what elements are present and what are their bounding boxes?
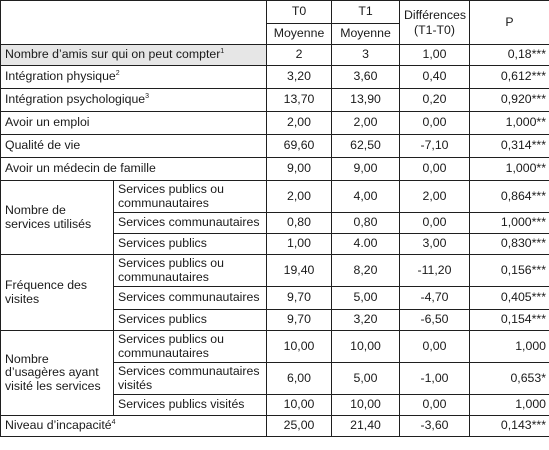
cell-t1: 4,00 — [332, 181, 400, 213]
cell-t0: 9,00 — [267, 158, 332, 181]
header-p: P — [470, 1, 549, 45]
cell-t0: 2,00 — [267, 181, 332, 213]
cell-p: 0,314*** — [470, 135, 549, 158]
cell-p: 0,143*** — [470, 416, 549, 437]
cell-p: 0,653* — [470, 363, 549, 395]
cell-diff: 0,20 — [400, 89, 470, 112]
header-differences: Différences (T1-T0) — [400, 1, 470, 45]
table-row — [1, 416, 549, 437]
cell-t0: 13,70 — [267, 89, 332, 112]
cell-t0: 9,70 — [267, 287, 332, 310]
sub-label: Services publics ou communautaires — [114, 255, 267, 287]
sub-label: Services communautaires — [114, 287, 267, 310]
cell-diff: 0,00 — [400, 331, 470, 363]
cell-p: 0,920*** — [470, 89, 549, 112]
cell-p: 1,000** — [470, 158, 549, 181]
table-row — [1, 158, 549, 181]
cell-diff: -1,00 — [400, 363, 470, 395]
cell-t0: 25,00 — [267, 416, 332, 437]
cell-t0: 9,70 — [267, 310, 332, 331]
cell-t0: 3,20 — [267, 66, 332, 89]
cell-diff: -4,70 — [400, 287, 470, 310]
cell-t1: 10,00 — [332, 331, 400, 363]
cell-p: 0,156*** — [470, 255, 549, 287]
sub-label: Services communautaires — [114, 213, 267, 234]
cell-diff: 3,00 — [400, 234, 470, 255]
cell-diff: 0,00 — [400, 213, 470, 234]
group-label-frequence-visites: Fréquence des visites — [1, 255, 114, 331]
cell-diff: -7,10 — [400, 135, 470, 158]
cell-diff: 1,00 — [400, 45, 470, 66]
header-moyenne-t0: Moyenne — [267, 24, 332, 45]
table-row — [1, 135, 549, 158]
sub-label: Services publics ou communautaires — [114, 331, 267, 363]
cell-p: 0,830*** — [470, 234, 549, 255]
cell-t1: 5,00 — [332, 287, 400, 310]
table-row — [1, 181, 549, 213]
cell-p: 1,000 — [470, 395, 549, 416]
row-label-emploi: Avoir un emploi — [1, 112, 267, 135]
sub-label: Services publics — [114, 310, 267, 331]
cell-t0: 10,00 — [267, 331, 332, 363]
header-row-1 — [1, 1, 549, 24]
table-row — [1, 89, 549, 112]
cell-t0: 2,00 — [267, 112, 332, 135]
cell-t0: 69,60 — [267, 135, 332, 158]
group-label-usageres: Nombre d’usagères ayant visité les services — [1, 331, 114, 416]
cell-t1: 0,80 — [332, 213, 400, 234]
cell-t0: 19,40 — [267, 255, 332, 287]
table-row — [1, 66, 549, 89]
header-moyenne-t1: Moyenne — [332, 24, 400, 45]
row-label-integration-physique: Intégration physique$^2$ — [1, 66, 267, 89]
cell-diff: 0,00 — [400, 158, 470, 181]
sub-label: Services publics ou communautaires — [114, 181, 267, 213]
sub-label: Services communautaires visités — [114, 363, 267, 395]
cell-p: 1,000** — [470, 112, 549, 135]
cell-p: 0,612*** — [470, 66, 549, 89]
sub-label: Services publics — [114, 234, 267, 255]
cell-t1: 62,50 — [332, 135, 400, 158]
table-row — [1, 331, 549, 363]
header-t0: T0 — [267, 1, 332, 24]
cell-t0: 0,80 — [267, 213, 332, 234]
group-label-services-utilises: Nombre de services utilisés — [1, 181, 114, 255]
row-label-amis: Nombre d’amis sur qui on peut compter$^1$ — [1, 45, 267, 66]
cell-t1: 3,60 — [332, 66, 400, 89]
cell-t0: 2 — [267, 45, 332, 66]
cell-p: 0,154*** — [470, 310, 549, 331]
cell-t1: 8,20 — [332, 255, 400, 287]
cell-diff: -11,20 — [400, 255, 470, 287]
cell-p: 1,000*** — [470, 213, 549, 234]
sub-label: Services publics visités — [114, 395, 267, 416]
table-row — [1, 255, 549, 287]
row-label-incapacite: Niveau d’incapacité$^4$ — [1, 416, 267, 437]
cell-t0: 6,00 — [267, 363, 332, 395]
cell-t1: 5,00 — [332, 363, 400, 395]
table-row — [1, 112, 549, 135]
cell-p: 0,864*** — [470, 181, 549, 213]
cell-t0: 10,00 — [267, 395, 332, 416]
cell-t1: 10,00 — [332, 395, 400, 416]
header-blank-cell — [1, 1, 267, 45]
cell-t1: 3 — [332, 45, 400, 66]
cell-diff: 0,00 — [400, 112, 470, 135]
cell-t1: 21,40 — [332, 416, 400, 437]
cell-diff: 0,40 — [400, 66, 470, 89]
cell-p: 0,405*** — [470, 287, 549, 310]
cell-p: 1,000 — [470, 331, 549, 363]
cell-t1: 2,00 — [332, 112, 400, 135]
cell-t1: 3,20 — [332, 310, 400, 331]
row-label-integration-psychologique: Intégration psychologique$^3$ — [1, 89, 267, 112]
cell-diff: 0,00 — [400, 395, 470, 416]
cell-t0: 1,00 — [267, 234, 332, 255]
header-t1: T1 — [332, 1, 400, 24]
cell-t1: 13,90 — [332, 89, 400, 112]
table-row — [1, 45, 549, 66]
cell-p: 0,18*** — [470, 45, 549, 66]
cell-diff: -6,50 — [400, 310, 470, 331]
cell-diff: 2,00 — [400, 181, 470, 213]
row-label-medecin-de-famille: Avoir un médecin de famille — [1, 158, 267, 181]
cell-t1: 4.00 — [332, 234, 400, 255]
row-label-qualite-de-vie: Qualité de vie — [1, 135, 267, 158]
cell-diff: -3,60 — [400, 416, 470, 437]
cell-t1: 9,00 — [332, 158, 400, 181]
